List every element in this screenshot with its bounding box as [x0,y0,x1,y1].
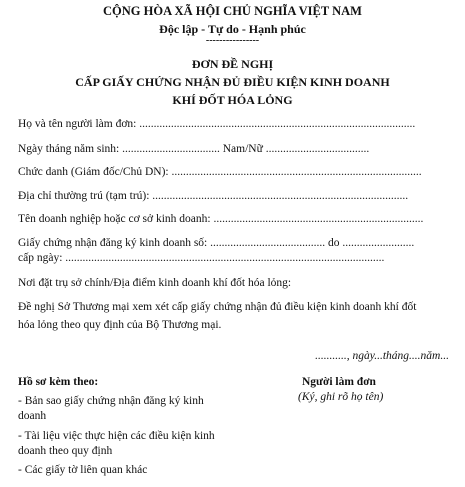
document-title: ĐƠN ĐỀ NGHỊ [191,57,274,71]
field-address: Địa chỉ thường trú (tạm trú): ......................................................................................... [18,190,409,202]
field-license-date: cấp ngày: ............................................................................................................... [18,252,385,264]
attachment-item-2: - Tài liệu việc thực hiện các điều kiện kinh [18,430,215,442]
country-name: CỘNG HÒA XÃ HỘI CHỦ NGHĨA VIỆT NAM [103,4,362,18]
header-divider: ---------------- [205,35,260,46]
national-motto: Độc lập - Tự do - Hạnh phúc [159,22,306,36]
attachments-heading: Hồ sơ kèm theo: [18,376,99,388]
field-position: Chức danh (Giám đốc/Chủ DN): ....................................................................................... [18,166,422,178]
request-line-1: Đề nghị Sở Thương mại xem xét cấp giấy chứng nhận đủ điều kiện kinh doanh khí đốt [18,301,417,313]
request-line-2: hóa lỏng theo quy định của Bộ Thương mại. [18,319,222,331]
date-line: ..........., ngày...tháng....năm... [315,350,449,362]
signature-heading: Người làm đơn [302,376,376,388]
field-enterprise: Tên doanh nghiệp hoặc cơ sở kinh doanh: ......................................................................... [18,213,424,225]
field-applicant-name: Họ và tên người làm đơn: ................................................................................................ [18,118,416,130]
document-subtitle-2: KHÍ ĐỐT HÓA LỎNG [172,93,293,107]
attachment-item-2-cont: doanh theo quy định [18,445,113,457]
document-subtitle: CẤP GIẤY CHỨNG NHẬN ĐỦ ĐIỀU KIỆN KINH DOANH [75,75,390,89]
field-birth-date: Ngày tháng năm sinh: .................................. Nam/Nữ .................................... [18,143,370,155]
attachment-item-1: - Bản sao giấy chứng nhận đăng ký kinh [18,395,204,407]
field-license: Giấy chứng nhận đăng ký kinh doanh số: ........................................ do ......................... [18,237,415,249]
attachment-item-3: - Các giấy tờ liên quan khác [18,464,148,476]
signature-note: (Ký, ghi rõ họ tên) [298,391,384,403]
field-office: Nơi đặt trụ sở chính/Địa điểm kinh doanh khí đốt hóa lỏng: [18,277,292,289]
attachment-item-1-cont: doanh [18,410,47,422]
